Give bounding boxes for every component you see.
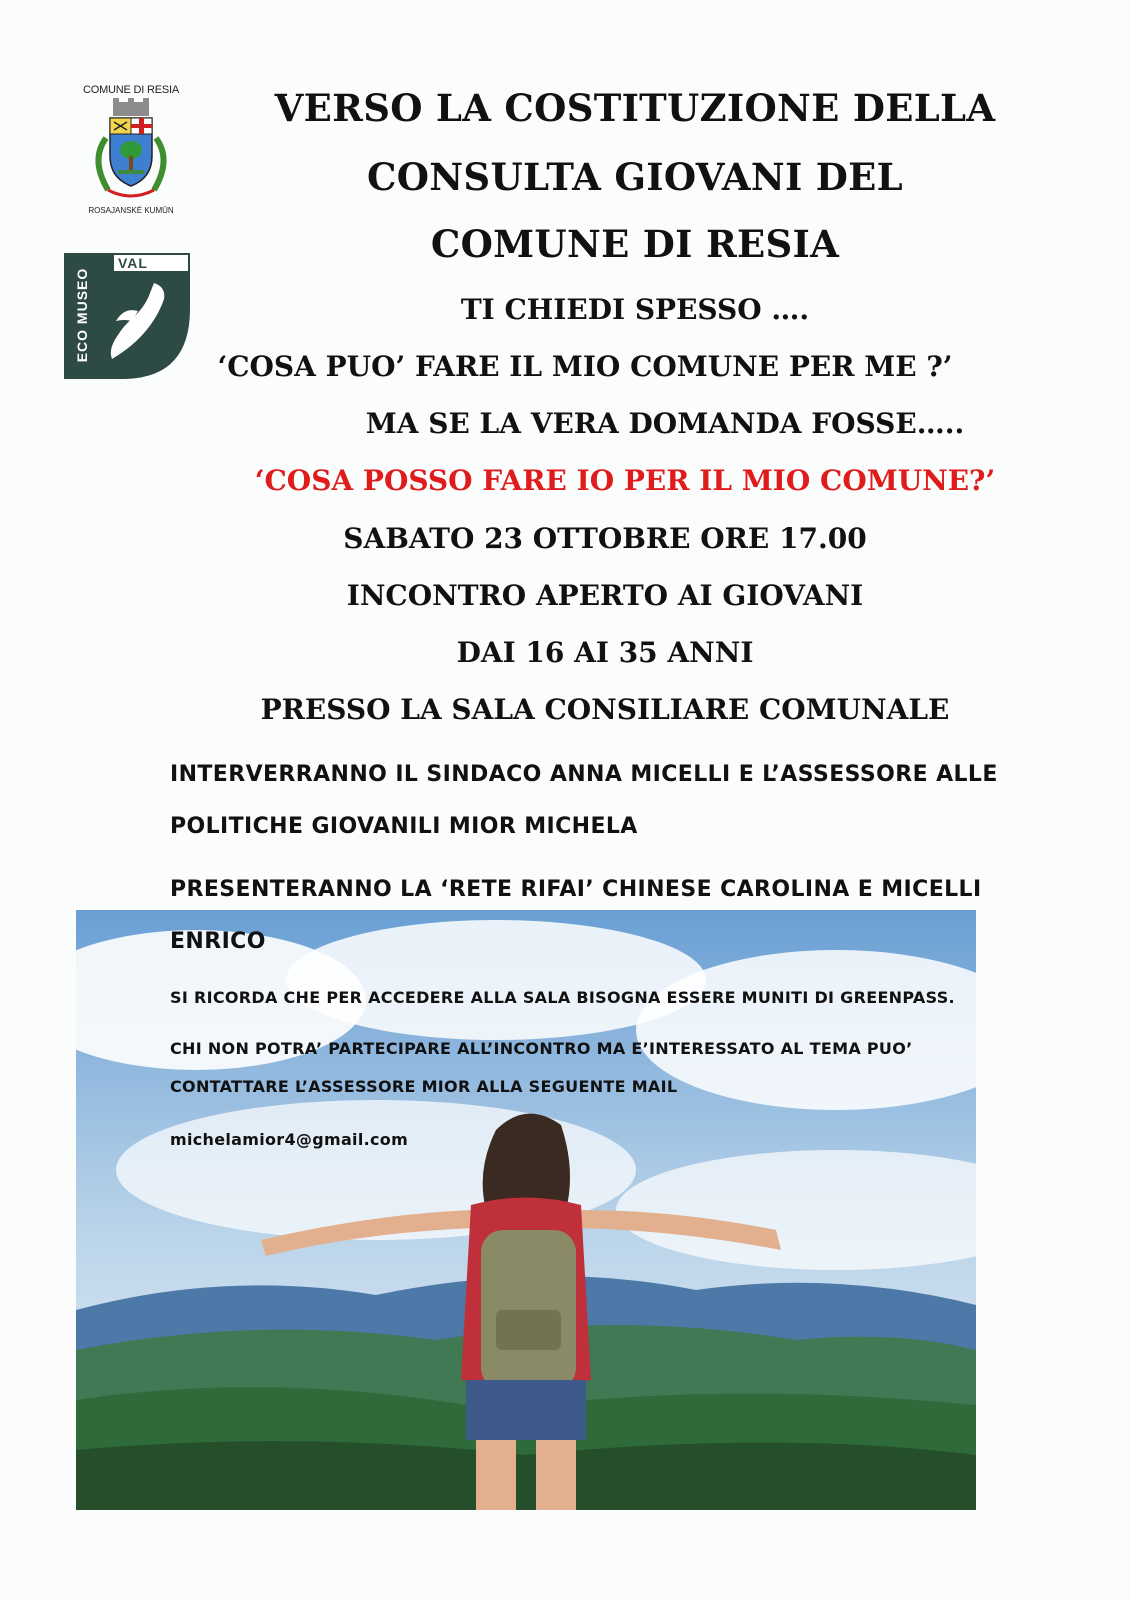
title-line-1: VERSO LA COSTITUZIONE DELLA <box>274 86 996 130</box>
contact-email[interactable]: michelamior4@gmail.com <box>170 1130 409 1149</box>
contact-line-1: CHI NON POTRA’ PARTECIPARE ALL’INCONTRO MA E’INTERESSATO AL TEMA PUO’ <box>170 1039 913 1058</box>
speakers-line-2: POLITICHE GIOVANILI MIOR MICHELA <box>170 814 638 839</box>
presenters-line-2: ENRICO <box>170 929 266 954</box>
title-line-2: CONSULTA GIOVANI DEL <box>367 155 903 199</box>
presenters-line-1: PRESENTERANNO LA ‘RETE RIFAI’ CHINESE CAROLINA E MICELLI <box>170 877 982 902</box>
contact-line-2: CONTATTARE L’ASSESSORE MIOR ALLA SEGUENTE MAIL <box>170 1077 678 1096</box>
eco-line2: ECO MUSEO <box>74 267 90 363</box>
crest-top-text: COMUNE DI RESIA <box>82 84 179 96</box>
event-open: INCONTRO APERTO AI GIOVANI <box>346 579 864 612</box>
crest-bottom-text: ROSAJANSKÉ KUMÜN <box>88 206 174 215</box>
question-2: ‘COSA PUO’ FARE IL MIO COMUNE PER ME ?’ <box>217 350 953 383</box>
title-line-3: COMUNE DI RESIA <box>430 222 840 266</box>
coat-of-arms-icon <box>78 98 184 202</box>
question-3: MA SE LA VERA DOMANDA FOSSE….. <box>365 407 965 440</box>
event-ages: DAI 16 AI 35 ANNI <box>456 636 754 669</box>
greenpass-notice: SI RICORDA CHE PER ACCEDERE ALLA SALA BISOGNA ESSERE MUNITI DI GREENPASS. <box>170 988 955 1007</box>
question-1: TI CHIEDI SPESSO …. <box>460 293 810 326</box>
question-4-highlight: ‘COSA POSSO FARE IO PER IL MIO COMUNE?’ <box>254 464 996 497</box>
event-place: PRESSO LA SALA CONSILIARE COMUNALE <box>260 693 950 726</box>
event-date: SABATO 23 OTTOBRE ORE 17.00 <box>343 522 867 555</box>
speakers-line-1: INTERVERRANNO IL SINDACO ANNA MICELLI E L’ASSESSORE ALLE <box>170 762 998 787</box>
eco-line1: VAL RESIA <box>118 255 166 287</box>
